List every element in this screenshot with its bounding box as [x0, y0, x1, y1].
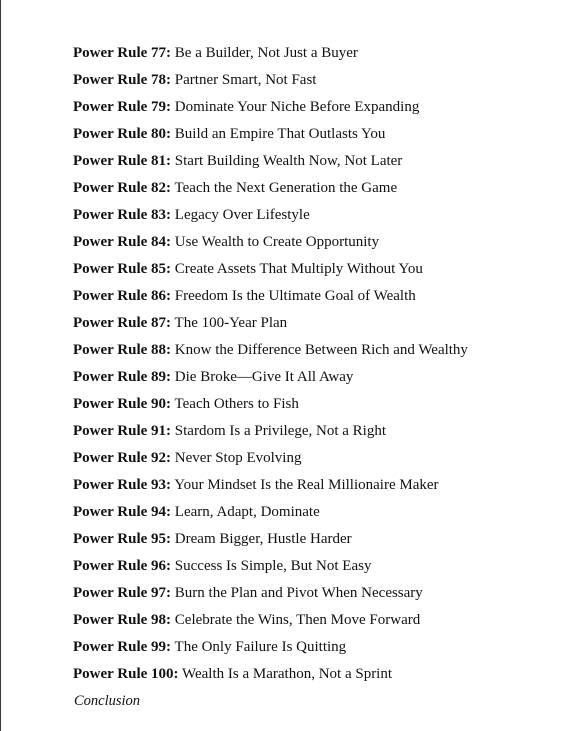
- toc-entry-rule-86[interactable]: [73, 285, 468, 312]
- toc-entry-rule-80[interactable]: [73, 123, 468, 150]
- rule-number-label: Power Rule 78:: [73, 72, 172, 88]
- rule-number-label: Power Rule 84:: [73, 234, 172, 250]
- table-of-contents-list: [73, 42, 468, 690]
- rule-number-label: Power Rule 86:: [73, 288, 172, 304]
- toc-entry-rule-98[interactable]: [73, 609, 468, 636]
- toc-entry-rule-96[interactable]: [73, 555, 468, 582]
- toc-entry-rule-97[interactable]: [73, 582, 468, 609]
- toc-entry-rule-93[interactable]: [73, 474, 468, 501]
- toc-entry-rule-82[interactable]: [73, 177, 468, 204]
- rule-number-label: Power Rule 96:: [73, 558, 172, 574]
- rule-title: Be a Builder, Not Just a Buyer: [171, 45, 358, 61]
- rule-title: Stardom Is a Privilege, Not a Right: [171, 423, 387, 439]
- rule-number-label: Power Rule 100:: [73, 666, 179, 682]
- rule-title: Dream Bigger, Hustle Harder: [171, 531, 352, 547]
- toc-entry-rule-100[interactable]: [73, 663, 468, 690]
- rule-number-label: Power Rule 82:: [73, 180, 172, 196]
- rule-number-label: Power Rule 95:: [73, 531, 172, 547]
- rule-title: Never Stop Evolving: [171, 450, 302, 466]
- rule-number-label: Power Rule 89:: [73, 369, 172, 385]
- toc-entry-rule-94[interactable]: [73, 501, 468, 528]
- rule-number-label: Power Rule 93:: [73, 477, 172, 493]
- rule-title: The Only Failure Is Quitting: [171, 639, 347, 655]
- rule-title: Partner Smart, Not Fast: [171, 72, 317, 88]
- rule-number-label: Power Rule 92:: [73, 450, 172, 466]
- toc-entry-rule-90[interactable]: [73, 393, 468, 420]
- toc-entry-rule-87[interactable]: [73, 312, 468, 339]
- rule-number-label: Power Rule 87:: [73, 315, 172, 331]
- rule-number-label: Power Rule 83:: [73, 207, 172, 223]
- rule-title: Create Assets That Multiply Without You: [171, 261, 423, 277]
- rule-title: Build an Empire That Outlasts You: [171, 126, 386, 142]
- toc-entry-rule-99[interactable]: [73, 636, 468, 663]
- toc-entry-rule-84[interactable]: [73, 231, 468, 258]
- rule-title: Learn, Adapt, Dominate: [171, 504, 320, 520]
- rule-title: Burn the Plan and Pivot When Necessary: [171, 585, 423, 601]
- rule-number-label: Power Rule 81:: [73, 153, 172, 169]
- toc-entry-rule-79[interactable]: [73, 96, 468, 123]
- toc-entry-rule-88[interactable]: [73, 339, 468, 366]
- toc-entry-rule-95[interactable]: [73, 528, 468, 555]
- rule-number-label: Power Rule 77:: [73, 45, 172, 61]
- rule-number-label: Power Rule 85:: [73, 261, 172, 277]
- rule-title: Your Mindset Is the Real Millionaire Maker: [171, 477, 439, 493]
- rule-number-label: Power Rule 79:: [73, 99, 172, 115]
- rule-title: Freedom Is the Ultimate Goal of Wealth: [171, 288, 416, 304]
- toc-entry-rule-92[interactable]: [73, 447, 468, 474]
- toc-entry-rule-89[interactable]: [73, 366, 468, 393]
- rule-number-label: Power Rule 98:: [73, 612, 172, 628]
- rule-title: Success Is Simple, But Not Easy: [171, 558, 372, 574]
- toc-entry-rule-78[interactable]: [73, 69, 468, 96]
- rule-title: Teach the Next Generation the Game: [171, 180, 398, 196]
- rule-number-label: Power Rule 91:: [73, 423, 172, 439]
- toc-entry-rule-77[interactable]: [73, 42, 468, 69]
- toc-entry-conclusion[interactable]: Conclusion: [74, 693, 141, 709]
- rule-number-label: Power Rule 99:: [73, 639, 172, 655]
- rule-number-label: Power Rule 80:: [73, 126, 172, 142]
- toc-entry-rule-85[interactable]: [73, 258, 468, 285]
- rule-title: Wealth Is a Marathon, Not a Sprint: [178, 666, 393, 682]
- rule-title: Legacy Over Lifestyle: [171, 207, 310, 223]
- rule-number-label: Power Rule 88:: [73, 342, 172, 358]
- rule-title: The 100-Year Plan: [171, 315, 288, 331]
- rule-number-label: Power Rule 94:: [73, 504, 172, 520]
- rule-title: Die Broke—Give It All Away: [171, 369, 354, 385]
- rule-title: Celebrate the Wins, Then Move Forward: [171, 612, 421, 628]
- rule-number-label: Power Rule 97:: [73, 585, 172, 601]
- toc-entry-rule-83[interactable]: [73, 204, 468, 231]
- rule-title: Use Wealth to Create Opportunity: [171, 234, 380, 250]
- toc-entry-rule-81[interactable]: [73, 150, 468, 177]
- toc-entry-rule-91[interactable]: [73, 420, 468, 447]
- page-left-border: [0, 0, 1, 731]
- rule-title: Dominate Your Niche Before Expanding: [171, 99, 420, 115]
- rule-title: Know the Difference Between Rich and Wealthy: [171, 342, 468, 358]
- rule-title: Teach Others to Fish: [171, 396, 299, 412]
- rule-title: Start Building Wealth Now, Not Later: [171, 153, 403, 169]
- rule-number-label: Power Rule 90:: [73, 396, 172, 412]
